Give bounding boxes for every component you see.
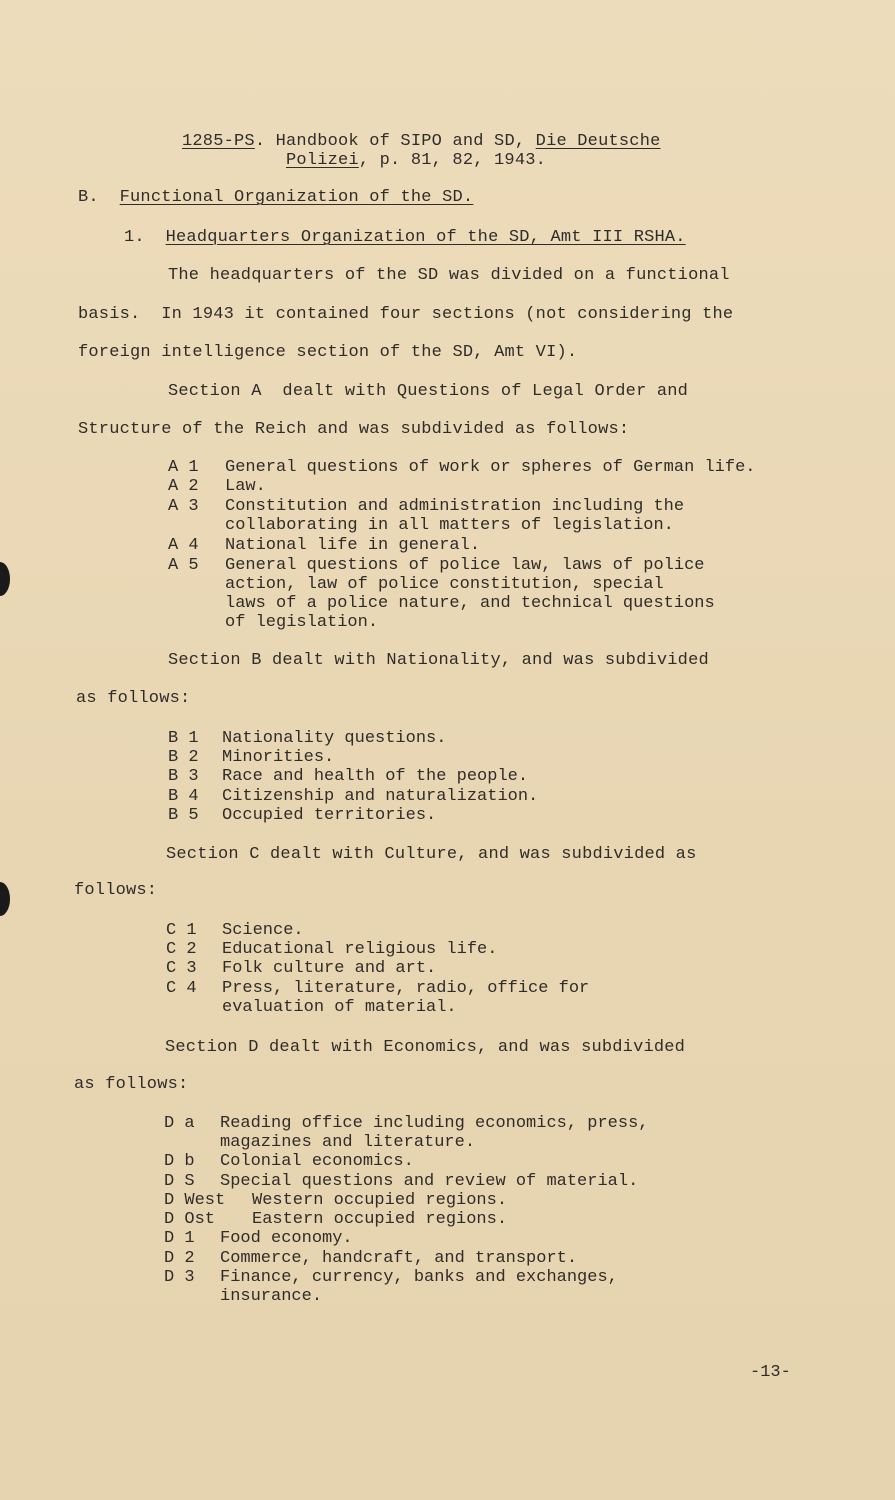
list-item: laws of a police nature, and technical questions: [225, 594, 715, 613]
section-c-intro: follows:: [74, 881, 158, 900]
heading-b-title: Functional Organization of the SD.: [119, 188, 474, 207]
publication-title: Die Deutsche: [535, 132, 661, 151]
list-item: Special questions and review of material.: [220, 1172, 639, 1191]
list-code: B 2: [168, 748, 199, 767]
list-code: A 3: [168, 497, 199, 516]
list-item: Educational religious life.: [222, 940, 498, 959]
list-item: Science.: [222, 921, 304, 940]
heading-1-title: Headquarters Organization of the SD, Amt III RSHA.: [165, 228, 686, 247]
section-c-intro: Section C dealt with Culture, and was subdivided as: [166, 845, 697, 864]
list-item: Eastern occupied regions.: [252, 1210, 508, 1229]
list-item: Western occupied regions.: [252, 1191, 508, 1210]
list-code: D 1: [164, 1229, 195, 1248]
section-a-intro: Structure of the Reich and was subdivided as follows:: [78, 420, 630, 439]
list-item: Colonial economics.: [220, 1152, 414, 1171]
list-item: Folk culture and art.: [222, 959, 437, 978]
list-item: Press, literature, radio, office for: [222, 979, 590, 998]
list-code: C 1: [166, 921, 197, 940]
list-code: B 1: [168, 729, 199, 748]
list-code: A 2: [168, 477, 199, 496]
list-item: Citizenship and naturalization.: [222, 787, 539, 806]
list-code: D Ost: [164, 1210, 216, 1229]
list-item: insurance.: [220, 1287, 323, 1306]
list-code: D West: [164, 1191, 226, 1210]
list-code: B 4: [168, 787, 199, 806]
list-item: collaborating in all matters of legislation.: [225, 516, 674, 535]
section-d-intro: Section D dealt with Economics, and was subdivided: [165, 1038, 686, 1057]
list-code: D a: [164, 1114, 195, 1133]
list-code: B 5: [168, 806, 199, 825]
header-line-2: Polizei, p. 81, 82, 1943.: [286, 151, 547, 170]
header-line-1: 1285-PS. Handbook of SIPO and SD, Die Deutsche: [182, 132, 661, 151]
list-item: Nationality questions.: [222, 729, 447, 748]
list-item: Law.: [225, 477, 266, 496]
list-item: General questions of police law, laws of police: [225, 556, 705, 575]
list-item: evaluation of material.: [222, 998, 457, 1017]
list-item: of legislation.: [225, 613, 379, 632]
list-code: B 3: [168, 767, 199, 786]
list-item: National life in general.: [225, 536, 481, 555]
list-item: Finance, currency, banks and exchanges,: [220, 1268, 618, 1287]
heading-1: 1. Headquarters Organization of the SD, Amt III RSHA.: [124, 228, 686, 247]
list-item: Race and health of the people.: [222, 767, 529, 786]
list-item: Minorities.: [222, 748, 335, 767]
list-code: D S: [164, 1172, 195, 1191]
punch-hole: [0, 562, 10, 596]
intro-line: foreign intelligence section of the SD, Amt VI).: [78, 343, 578, 362]
list-code: A 5: [168, 556, 199, 575]
list-item: magazines and literature.: [220, 1133, 476, 1152]
list-item: Food economy.: [220, 1229, 353, 1248]
list-item: Constitution and administration including the: [225, 497, 685, 516]
list-item: Commerce, handcraft, and transport.: [220, 1249, 578, 1268]
list-code: D 2: [164, 1249, 195, 1268]
list-item: Reading office including economics, press,: [220, 1114, 649, 1133]
list-code: A 1: [168, 458, 199, 477]
section-b-intro: as follows:: [76, 689, 191, 708]
list-code: C 3: [166, 959, 197, 978]
list-item: Occupied territories.: [222, 806, 437, 825]
section-b-intro: Section B dealt with Nationality, and was subdivided: [168, 651, 709, 670]
document-id: 1285-PS: [182, 132, 255, 151]
heading-b: B. Functional Organization of the SD.: [78, 188, 474, 207]
list-code: C 4: [166, 979, 197, 998]
list-code: D b: [164, 1152, 195, 1171]
punch-hole: [0, 882, 10, 916]
page-number: -13-: [750, 1363, 791, 1382]
section-d-intro: as follows:: [74, 1075, 189, 1094]
list-item: action, law of police constitution, special: [225, 575, 664, 594]
intro-line: The headquarters of the SD was divided on a functional: [168, 266, 730, 285]
list-code: A 4: [168, 536, 199, 555]
intro-line: basis. In 1943 it contained four sections (not considering the: [78, 305, 734, 324]
list-code: C 2: [166, 940, 197, 959]
section-a-intro: Section A dealt with Questions of Legal Order and: [168, 382, 689, 401]
list-item: General questions of work or spheres of German life.: [225, 458, 756, 477]
list-code: D 3: [164, 1268, 195, 1287]
